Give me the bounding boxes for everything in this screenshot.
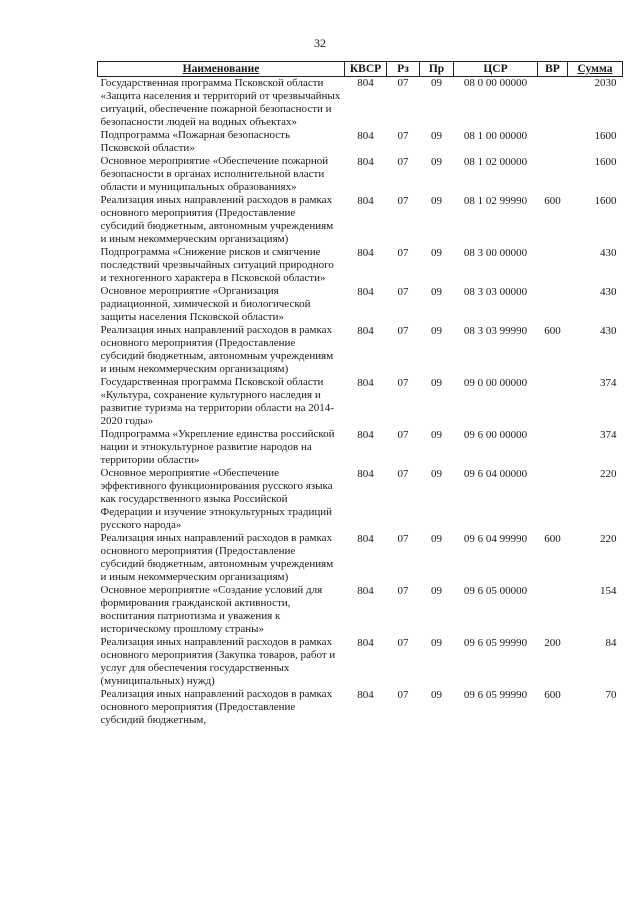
row-csr: 08 3 00 00000 bbox=[463, 247, 528, 259]
row-name: Основное мероприятие «Обеспечение пожарной безопасности в органах исполнительной власти области и муниципальных образованиях» bbox=[100, 155, 329, 193]
row-pr: 09 bbox=[431, 637, 442, 649]
row-kvsr: 804 bbox=[357, 468, 374, 480]
row-pr: 09 bbox=[431, 286, 442, 298]
row-kvsr: 804 bbox=[357, 533, 374, 545]
row-rz: 07 bbox=[397, 247, 409, 259]
row-csr: 09 6 05 00000 bbox=[463, 585, 528, 597]
row-sum: 1600 bbox=[594, 156, 617, 168]
row-kvsr: 804 bbox=[357, 130, 374, 142]
table-row bbox=[98, 428, 623, 467]
row-pr: 09 bbox=[431, 689, 442, 701]
header-pr: Пр bbox=[420, 62, 454, 77]
row-rz: 07 bbox=[397, 585, 409, 597]
row-vr: 600 bbox=[544, 325, 561, 337]
table-row bbox=[98, 129, 623, 155]
row-vr bbox=[538, 246, 568, 285]
row-name: Подпрограмма «Снижение рисков и смягчение последствий чрезвычайных ситуаций природного и техногенного характера в Псковской области» bbox=[100, 246, 334, 284]
table-row bbox=[98, 77, 623, 130]
header-sum: Сумма bbox=[568, 62, 623, 77]
row-name: Реализация иных направлений расходов в рамках основного мероприятия (Предоставление субсидий бюджетным, автономным учреждениям и иным некоммерческим организациям) bbox=[100, 194, 334, 245]
row-rz: 07 bbox=[397, 130, 409, 142]
row-name: Государственная программа Псковской области «Защита населения и территорий от чрезвычайных ситуаций, обеспечение пожарной безопасности и безопасности людей на водных объектах» bbox=[100, 77, 341, 128]
row-name: Реализация иных направлений расходов в рамках основного мероприятия (Закупка товаров, работ и услуг для обеспечения государственных (муниципальных) нужд) bbox=[100, 636, 336, 687]
row-sum: 430 bbox=[600, 247, 617, 259]
row-csr: 08 1 02 99990 bbox=[463, 195, 528, 207]
row-rz: 07 bbox=[397, 468, 409, 480]
row-csr: 08 3 03 99990 bbox=[463, 325, 528, 337]
table-row bbox=[98, 324, 623, 376]
row-pr: 09 bbox=[431, 130, 442, 142]
row-sum: 1600 bbox=[594, 130, 617, 142]
row-sum: 374 bbox=[600, 377, 617, 389]
header-vr: ВР bbox=[538, 62, 568, 77]
row-pr: 09 bbox=[431, 77, 442, 89]
row-kvsr: 804 bbox=[357, 377, 374, 389]
row-sum: 430 bbox=[600, 286, 617, 298]
row-kvsr: 804 bbox=[357, 247, 374, 259]
row-vr: 200 bbox=[544, 637, 561, 649]
table-row bbox=[98, 584, 623, 636]
row-vr bbox=[538, 285, 568, 324]
row-name: Основное мероприятие «Обеспечение эффективного функционирования русского языка как государственного языка Российской Федерации и изучение этнокультурных традиций русского народа» bbox=[100, 467, 333, 531]
row-csr: 08 3 03 00000 bbox=[463, 286, 528, 298]
row-kvsr: 804 bbox=[357, 585, 374, 597]
table-row bbox=[98, 636, 623, 688]
table-header-row bbox=[98, 62, 623, 77]
row-csr: 09 6 04 99990 bbox=[463, 533, 528, 545]
row-csr: 09 6 00 00000 bbox=[463, 429, 528, 441]
row-sum: 430 bbox=[600, 325, 617, 337]
row-name: Реализация иных направлений расходов в рамках основного мероприятия (Предоставление субсидий бюджетным, bbox=[100, 688, 333, 726]
row-sum: 70 bbox=[605, 689, 617, 701]
table-row bbox=[98, 532, 623, 584]
row-pr: 09 bbox=[431, 325, 442, 337]
table-row bbox=[98, 376, 623, 428]
row-csr: 08 1 00 00000 bbox=[463, 130, 528, 142]
table-row bbox=[98, 194, 623, 246]
row-kvsr: 804 bbox=[357, 156, 374, 168]
row-vr bbox=[538, 155, 568, 194]
row-vr: 600 bbox=[544, 689, 561, 701]
row-rz: 07 bbox=[397, 377, 409, 389]
header-rz: Рз bbox=[387, 62, 420, 77]
row-csr: 08 0 00 00000 bbox=[463, 77, 528, 89]
row-kvsr: 804 bbox=[357, 195, 374, 207]
row-rz: 07 bbox=[397, 429, 409, 441]
row-vr bbox=[538, 129, 568, 155]
row-name: Подпрограмма «Укрепление единства российской нации и этнокультурное развитие народов на территории области» bbox=[100, 428, 335, 466]
row-vr bbox=[538, 77, 568, 130]
row-kvsr: 804 bbox=[357, 325, 374, 337]
row-rz: 07 bbox=[397, 156, 409, 168]
row-kvsr: 804 bbox=[357, 286, 374, 298]
row-pr: 09 bbox=[431, 585, 442, 597]
row-rz: 07 bbox=[397, 77, 409, 89]
row-csr: 09 6 04 00000 bbox=[463, 468, 528, 480]
row-pr: 09 bbox=[431, 195, 442, 207]
table-row bbox=[98, 467, 623, 532]
row-sum: 2030 bbox=[594, 77, 617, 89]
row-csr: 09 0 00 00000 bbox=[463, 377, 528, 389]
row-pr: 09 bbox=[431, 377, 442, 389]
row-rz: 07 bbox=[397, 689, 409, 701]
budget-table bbox=[97, 61, 623, 727]
row-kvsr: 804 bbox=[357, 689, 374, 701]
row-pr: 09 bbox=[431, 156, 442, 168]
row-name: Реализация иных направлений расходов в рамках основного мероприятия (Предоставление субсидий бюджетным, автономным учреждениям и иным некоммерческим организациям) bbox=[100, 532, 334, 583]
row-name: Основное мероприятие «Создание условий для формирования гражданской активности, воспитания патриотизма и уважения к историческому прошлому страны» bbox=[100, 584, 323, 635]
row-rz: 07 bbox=[397, 325, 409, 337]
row-vr: 600 bbox=[544, 195, 561, 207]
row-sum: 154 bbox=[600, 585, 617, 597]
row-pr: 09 bbox=[431, 468, 442, 480]
row-csr: 09 6 05 99990 bbox=[463, 637, 528, 649]
row-vr bbox=[538, 467, 568, 532]
row-sum: 84 bbox=[605, 637, 617, 649]
row-name: Основное мероприятие «Организация радиационной, химической и биологической защиты населения Псковской области» bbox=[100, 285, 311, 323]
row-pr: 09 bbox=[431, 247, 442, 259]
page-number: 32 bbox=[314, 36, 326, 50]
header-kvsr: КВСР bbox=[345, 62, 387, 77]
row-rz: 07 bbox=[397, 286, 409, 298]
row-pr: 09 bbox=[431, 533, 442, 545]
row-vr bbox=[538, 428, 568, 467]
row-kvsr: 804 bbox=[357, 637, 374, 649]
header-name: Наименование bbox=[98, 62, 345, 77]
row-name: Государственная программа Псковской области «Культура, сохранение культурного наследия и развитие туризма на территории области на 2014-2020 годы» bbox=[100, 376, 334, 427]
row-rz: 07 bbox=[397, 195, 409, 207]
row-kvsr: 804 bbox=[357, 77, 374, 89]
row-rz: 07 bbox=[397, 533, 409, 545]
table-row bbox=[98, 246, 623, 285]
row-name: Подпрограмма «Пожарная безопасность Псковской области» bbox=[100, 129, 290, 154]
row-name: Реализация иных направлений расходов в рамках основного мероприятия (Предоставление субсидий бюджетным, автономным учреждениям и иным некоммерческим организациям) bbox=[100, 324, 334, 375]
table-row bbox=[98, 688, 623, 727]
row-vr bbox=[538, 376, 568, 428]
row-pr: 09 bbox=[431, 429, 442, 441]
table-row bbox=[98, 285, 623, 324]
table-row bbox=[98, 155, 623, 194]
row-vr: 600 bbox=[544, 533, 561, 545]
row-vr bbox=[538, 584, 568, 636]
row-sum: 220 bbox=[600, 468, 617, 480]
row-sum: 1600 bbox=[594, 195, 617, 207]
row-kvsr: 804 bbox=[357, 429, 374, 441]
row-rz: 07 bbox=[397, 637, 409, 649]
row-csr: 08 1 02 00000 bbox=[463, 156, 528, 168]
row-sum: 220 bbox=[600, 533, 617, 545]
row-sum: 374 bbox=[600, 429, 617, 441]
header-csr: ЦСР bbox=[454, 62, 538, 77]
row-csr: 09 6 05 99990 bbox=[463, 689, 528, 701]
